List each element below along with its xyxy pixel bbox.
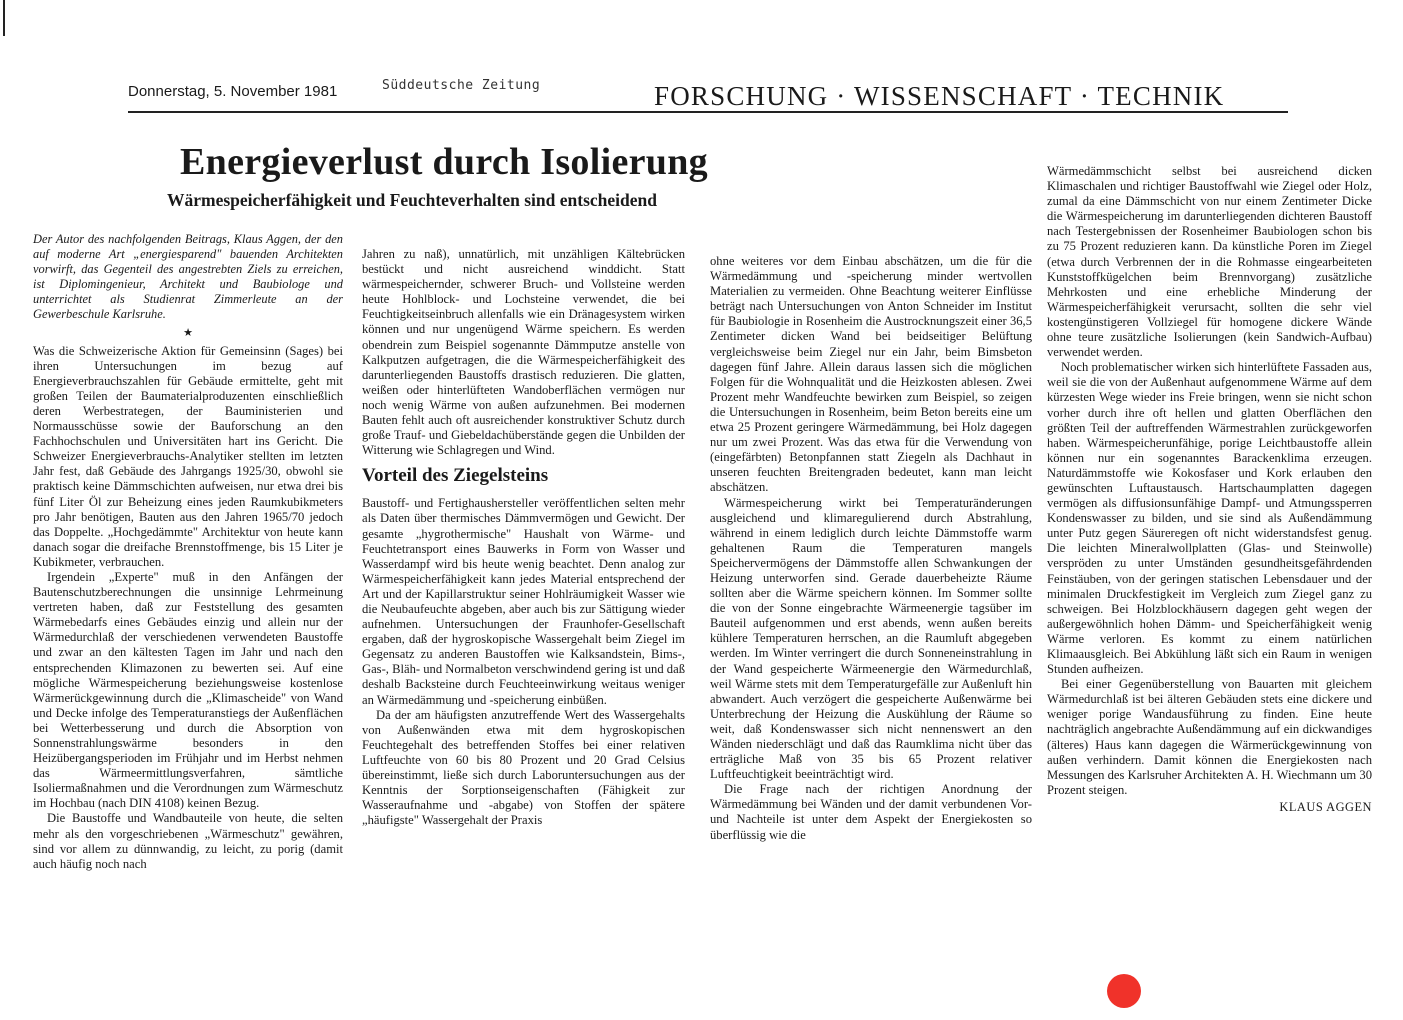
- red-marker-dot: [1107, 974, 1141, 1008]
- paragraph: Bei einer Gegenüberstellung von Bauarten mit gleichem Wärmedurchlaß ist bei älteren Gebäuden stets eine dickere und weniger porige Wandausführung zu finden. Eine heute nachträglich angebrachte Außendämmung auf ein dickwandiges (älteres) Haus kann dagegen die Wärmerückgewinnung von außen verhindern. Damit können die Energiekosten nach Messungen des Karlsruher Architekten A. H. Wiechmann um 30 Prozent steigen.: [1047, 677, 1372, 797]
- header-paper-stamp: Süddeutsche Zeitung: [382, 78, 541, 93]
- header-date: Donnerstag, 5. November 1981: [128, 83, 338, 100]
- article-column-4: [1047, 164, 1372, 815]
- page-edge-mark: [3, 0, 5, 36]
- article-title: Energieverlust durch Isolierung: [180, 141, 708, 183]
- paragraph: Da der am häufigsten anzutreffende Wert des Wassergehalts von Außenwänden etwa mit dem hygroskopischen Feuchtegehalt des betreffenden Stoffes bei einer relativen Luftfeuchte von 60 bis 80 Prozent und 20 Grad Celsius übereinstimmt, ließe sich durch Laboruntersuchungen aus der Kenntnis der Sorptionseigenschaften (Fähigkeit zur Wasseraufnahme und -abgabe) von Stoffen der spätere „häufigste" Wassergehalt der Praxis: [362, 707, 685, 828]
- paragraph: Irgendein „Experte" muß in den Anfängen der Bautenschutzberechnungen die unsinnige Lehrmeinung vertreten haben, daß zur Feststellung des gesamten Wärmebedarfs eines Gebäudes einzig und allein nur der Wärmedurchlaß der verschiedenen verwendeten Baustoffe und zwar an den kältesten Tagen im Jahr und nach den entsprechenden Klimazonen zu bewerten sei. Auf eine mögliche Wärmespeicherung beziehungsweise kostenlose Wärmerückgewinnung durch die „Klimascheide" von Wand und Decke infolge des Temperaturanstiegs der Außenflächen bei Wetterbesserung und durch die Absorption von Sonnenstrahlungswärme besonders in den Heizübergangsperioden im Frühjahr und im Herbst nehmen das Wärmeermittlungsverfahren, sämtliche Isoliermaßnahmen und die Verordnungen zum Wärmeschutz im Hochbau (nach DIN 4108) keinen Bezug.: [33, 569, 343, 811]
- header-rule: [128, 111, 1288, 113]
- paragraph: Jahren zu naß), unnatürlich, mit unzähligen Kältebrücken bestückt und nicht ausreichend winddicht. Statt wärmespeichernder, schwerer Bruch- und Vollsteine werden heute Hohlblock- und Lochsteine verwendet, die bei Feuchtigkeitseinbruch allenfalls wie ein Dränagesystem wirken können und nur ungenügend Wärme speichern. Es werden obendrein zum Beispiel sogenannte Dämmputze anstelle von Kalkputzen aufgetragen, die die Wärmespeicherfähigkeit des darunterliegenden Baustoffs drastisch reduzieren. Die glatten, weißen oder hinterlüfteten Wandoberflächen vermögen nur noch wenig Wärme von außen aufzunehmen. Bei modernen Bauten fehlt auch oft ausreichender konstruktiver Schutz durch große Trauf- und Giebeldachüberstände gegen die Unbilden der Witterung wie Schlagregen und Wind.: [362, 247, 685, 458]
- article-column-2: [362, 247, 685, 828]
- paragraph: ohne weiteres vor dem Einbau abschätzen, um die für die Wärmedämmung und -speicherung minder wertvollen Materialien zu vermeiden. Ohne Beachtung weiterer Einflüsse beträgt nach Untersuchungen von Anton Schneider im Institut für Baubiologie in Rosenheim die Austrocknungszeit einer 36,5 Zentimeter dicken Wand bei beidseitiger Belüftung vergleichsweise beim Ziegel nur ein Jahr, beim Bimsbeton dagegen fünf Jahre. Allein daraus lassen sich die möglichen Folgen für die Wohnqualität und die Heizkosten ablesen. Zwei Prozent mehr Wandfeuchte bewirken zum Beispiel, so zeigen die Untersuchungen in Rosenheim, beim Beton bereits eine um etwa 25 Prozent geringere Wärmedämmung, bei Holz dagegen nur um zwei Prozent. Was das etwa für die Verwendung von (eingefärbten) Betonpfannen statt Ziegeln als Dachhaut in unseren feuchten Breitengraden bedeutet, kann man leicht abschätzen.: [710, 254, 1032, 495]
- paragraph: Wärmedämmschicht selbst bei ausreichend dicken Klimaschalen und richtiger Baustoffwahl wie Ziegel oder Holz, zumal da eine Dämmschicht von nur einem Zentimeter Dicke die Wärmespeicherung im darunterliegenden dichteren Baustoff nach Testergebnissen der Rosenheimer Baubiologen schon bis zu 75 Prozent reduzieren kann. Da künstliche Poren im Ziegel (etwa durch Verbrennen der in die Rohmasse eingearbeiteten Kunststoffkügelchen beim Brennvorgang) zusätzliche Mehrkosten und eine erhebliche Minderung der Wärmespeicherfähigkeit verursacht, sollten die sehr viel kostengünstigeren Vollziegel für homogene dickere Wände ohne teure zusätzliche Isolierungen (kein Sandwich-Aufbau) verwendet werden.: [1047, 164, 1372, 360]
- page-header: [128, 78, 1288, 112]
- article-subtitle: Wärmespeicherfähigkeit und Feuchteverhalten sind entscheidend: [167, 190, 657, 210]
- author-intro: Der Autor des nachfolgenden Beitrags, Klaus Aggen, der den auf moderne Art „energiesparend" bauenden Architekten vorwirft, das Gegenteil des angestrebten Ziels zu erreichen, ist Diplomingenieur, Architekt und Baubiologe und unterrichtet als Studienrat Zimmerleute an der Gewerbeschule Karlsruhe.: [33, 232, 343, 322]
- paragraph: Die Baustoffe und Wandbauteile von heute, die selten mehr als den vorgeschriebenen „Wärmeschutz" gewähren, sind vor allem zu dünnwandig, zu leicht, zu porig (damit auch häufig noch nach: [33, 811, 343, 871]
- section-subheading: Vorteil des Ziegelsteins: [362, 465, 549, 487]
- paragraph: Was die Schweizerische Aktion für Gemeinsinn (Sages) bei ihren Untersuchungen im bezug auf Energieverbrauchszahlen für Gebäude ermittelte, geht mit großen Teilen der Baumaterialproduzenten einschließlich deren Werbestrategen, der Bauministerien und Normausschüsse sowie der Bauforschung an den Fachhochschulen und Universitäten hart ins Gericht. Die Schweizer Energieverbrauchs-Analytiker stellten im letzten Jahr fest, daß Gebäude des Jahrgangs 1925/30, obwohl sie praktisch keine Dämmschichten aufweisen, nur etwa drei bis fünf Liter Öl zur Beheizung eines jeden Raumkubikmeters pro Jahr benötigen, Bauten aus den Jahren 1965/70 jedoch das Doppelte. „Hochgedämmte" Architektur von heute kann danach sogar die dreifache Brennstoffmenge, bis 15 Liter je Kubikmeter, verbrauchen.: [33, 343, 343, 569]
- star-divider: ★: [183, 326, 193, 339]
- paragraph: Baustoff- und Fertighaushersteller veröffentlichen selten mehr als Daten über thermisches Dämmvermögen und Gewicht. Der gesamte „hygrothermische" Haushalt von Wärme- und Feuchtetransport eines Bauwerks in Form von Wasser und Wasserdampf wird bis heute wenig beachtet. Denn analog zur Wärmespeicherfähigkeit kann jedes Material entsprechend der Art und der Kapillarstruktur seiner Hohlräumigkeit Wasser wie die Neubaufeuchte abgeben, aber auch bis zur Sättigung wieder aufnehmen. Untersuchungen der Fraunhofer-Gesellschaft ergaben, daß der hygroskopische Wassergehalt beim Ziegel im Gegensatz zu anderen Baustoffen wie Kalksandstein, Bims-, Gas-, Bläh- und Normalbeton verschwindend gering ist und daß deshalb Backsteine durch Feuchteeinwirkung weitaus weniger an Wärmedämmung und -speicherung einbüßen.: [362, 496, 685, 707]
- article-column-1: [33, 232, 343, 872]
- paragraph: Noch problematischer wirken sich hinterlüftete Fassaden aus, weil sie die von der Außenhaut aufgenommene Wärme auf dem kürzesten Wege wieder ins Freie bringen, wenn sie nicht schon vorher durch ihre oft hellen und glatten Oberflächen den größten Teil der auftreffenden Wärmestrahlen zurückgeworfen haben. Wärmespeicherunfähige, porige Leichtbaustoffe allein können nur ein sogenanntes Barackenklima erzeugen. Naturdämmstoffe wie Kokosfaser und Kork erlauben den gewünschten Luftaustausch. Hartschaumplatten dagegen vermögen als diffusionsunfähige Dampf- und Atmungssperren Kondenswasser zu bilden, und sie sind als Außendämmung unter Putz gegen Säureregen oft nicht widerstandsfest genug. Die leichten Mineralwollplatten (Glas- und Steinwolle) verspröden zu unter Umständen gesundheitsgefährdenden Feinstäuben, von der geringen statischen Lebensdauer und der minimalen Druckfestigkeit im Vergleich zum Ziegel ganz zu schweigen. Bei Holzblockhäusern dagegen geht wegen der außergewöhnlich hohen Dämm- und Speicherfähigkeit wenig Wärme verloren. Es kommt zu einem natürlichen Klimaausgleich. Bei Abkühlung läßt sich ein Raum in wenigen Stunden aufheizen.: [1047, 360, 1372, 677]
- paragraph: Die Frage nach der richtigen Anordnung der Wärmedämmung bei Wänden und der damit verbundenen Vor- und Nachteile ist unter dem Aspekt der Energiekosten so überflüssig wie die: [710, 782, 1032, 842]
- author-byline: KLAUS AGGEN: [1279, 799, 1372, 814]
- paragraph: Wärmespeicherung wirkt bei Temperaturänderungen ausgleichend und klimaregulierend durch Abstrahlung, während in einem lediglich durch leichte Dämmstoffe warm gehaltenen Raum die Temperaturen mangels Speichervermögens der Dämmstoffe allen Schwankungen der Heizung unterworfen sind. Gerade dauerbeheizte Räume sollten aber die Wärme speichern können. Im Sommer sollte die von der Sonne eingebrachte Wärmeenergie tagsüber im Bauteil aufgenommen und erst abends, wenn außen bereits kühlere Temperaturen herrschen, an die Raumluft abgegeben werden. Im Winter verringert die durch Sonneneinstrahlung in der Wand gespeicherte Wärmeenergie den Wärmedurchlaß, weil Wärme stets mit dem Temperaturgefälle zur Außenluft hin abwandert. Auch verzögert die gespeicherte Außenwärme bei Unterbrechung der Heizung die Auskühlung der Räume so weit, daß Kondenswasser sich nicht nennenswert an den Wänden niederschlägt und daß das Raumklima nicht über das erträgliche Maß von 35 bis 65 Prozent relativer Luftfeuchtigkeit beeinträchtigt wird.: [710, 495, 1032, 782]
- article-column-3: [710, 254, 1032, 843]
- header-section-title: FORSCHUNG · WISSENSCHAFT · TECHNIK: [654, 81, 1225, 111]
